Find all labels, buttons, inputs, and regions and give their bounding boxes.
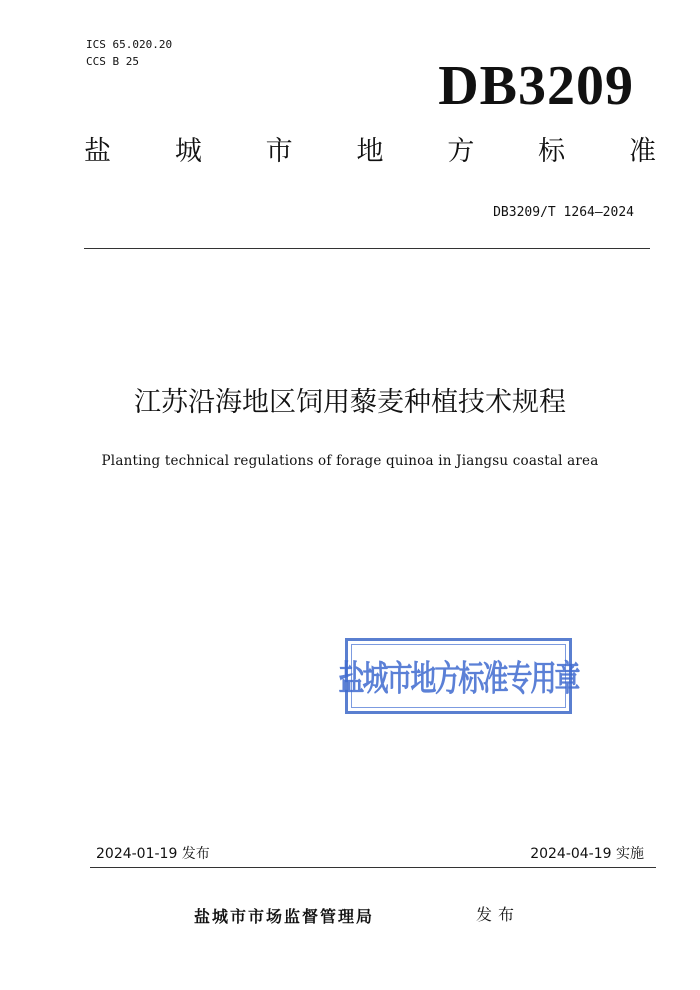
standard-type bbox=[84, 138, 656, 165]
seal-inner-border bbox=[338, 644, 579, 708]
standard-type-char: 城 bbox=[174, 136, 202, 167]
standard-code: DB3209 bbox=[438, 55, 634, 117]
seal-text: 盐城市地方标准专用章 bbox=[338, 659, 579, 700]
implementation-date: 2024-04-19 实施 bbox=[530, 846, 644, 862]
standard-type-char: 标 bbox=[538, 136, 566, 167]
standard-type-char: 地 bbox=[356, 136, 384, 167]
issuing-authority: 盐城市市场监督管理局 bbox=[194, 907, 375, 926]
bottom-divider bbox=[90, 867, 656, 868]
document-title-chinese: 江苏沿海地区饲用藜麦种植技术规程 bbox=[134, 387, 566, 418]
standard-type-char: 盐 bbox=[84, 136, 111, 167]
ics-code: ICS 65.020.20 bbox=[86, 38, 173, 51]
issue-date: 2024-01-19 发布 bbox=[96, 846, 210, 862]
standard-type-char: 方 bbox=[447, 136, 475, 167]
official-seal-stamp bbox=[338, 638, 579, 714]
document-title-english: Planting technical regulations of forage quinoa in Jiangsu coastal area bbox=[101, 453, 599, 469]
standard-number: DB3209/T 1264—2024 bbox=[493, 205, 634, 220]
top-divider bbox=[84, 248, 650, 249]
ccs-code: CCS B 25 bbox=[86, 55, 139, 68]
publish-label: 发布 bbox=[476, 905, 521, 924]
standard-type-char: 准 bbox=[628, 136, 656, 167]
standard-type-char: 市 bbox=[265, 136, 293, 167]
